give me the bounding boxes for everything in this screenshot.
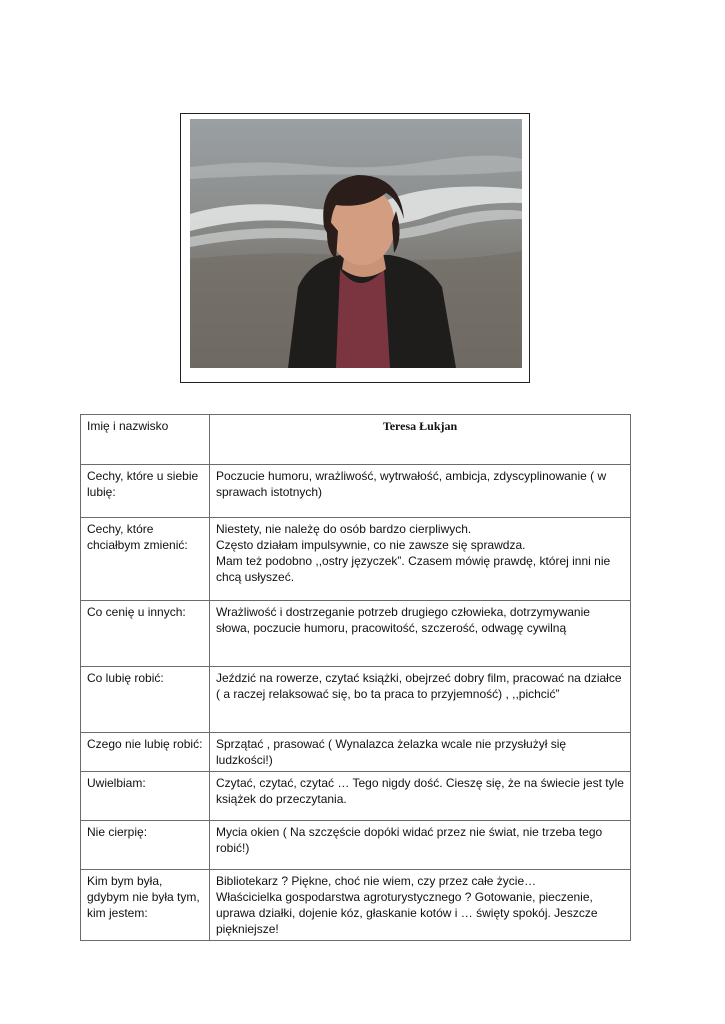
table-row xyxy=(81,821,631,870)
row-label: Cechy, które u siebie lubię: xyxy=(81,465,210,518)
row-label: Cechy, które chciałbym zmienić: xyxy=(81,518,210,601)
table-row xyxy=(81,415,631,465)
row-value: Niestety, nie należę do osób bardzo cierpliwych. Często działam impulsywnie, co nie zawsze się sprawdza. Mam też podobno ,,ostry języczek”. Czasem mówię prawdę, której inni nie chcą usłyszeć. xyxy=(210,518,631,601)
row-value: Czytać, czytać, czytać … Tego nigdy dość. Cieszę się, że na świecie jest tyle książek do przeczytania. xyxy=(210,772,631,821)
photo-frame xyxy=(180,113,530,383)
table-row xyxy=(81,667,631,733)
profile-table xyxy=(80,414,631,941)
table-row xyxy=(81,465,631,518)
row-label: Imię i nazwisko xyxy=(81,415,210,465)
row-value: Jeździć na rowerze, czytać książki, obejrzeć dobry film, pracować na działce ( a raczej relaksować się, bo ta praca to przyjemność) , ,,pichcić” xyxy=(210,667,631,733)
row-value: Mycia okien ( Na szczęście dopóki widać przez nie świat, nie trzeba tego robić!) xyxy=(210,821,631,870)
row-label: Uwielbiam: xyxy=(81,772,210,821)
row-value: Sprzątać , prasować ( Wynalazca żelazka wcale nie przysłużył się ludzkości!) xyxy=(210,733,631,772)
table-row xyxy=(81,870,631,941)
row-label: Kim bym była, gdybym nie była tym, kim jestem: xyxy=(81,870,210,941)
row-label: Nie cierpię: xyxy=(81,821,210,870)
person-name: Teresa Łukjan xyxy=(210,415,631,465)
table-row xyxy=(81,772,631,821)
row-value: Poczucie humoru, wrażliwość, wytrwałość, ambicja, zdyscyplinowanie ( w sprawach istotnych) xyxy=(210,465,631,518)
row-label: Co lubię robić: xyxy=(81,667,210,733)
table-row xyxy=(81,601,631,667)
table-row xyxy=(81,518,631,601)
row-value: Wrażliwość i dostrzeganie potrzeb drugiego człowieka, dotrzymywanie słowa, poczucie humoru, pracowitość, szczerość, odwagę cywilną xyxy=(210,601,631,667)
row-label: Czego nie lubię robić: xyxy=(81,733,210,772)
row-label: Co cenię u innych: xyxy=(81,601,210,667)
portrait-photo xyxy=(190,119,522,368)
row-value: Bibliotekarz ? Piękne, choć nie wiem, czy przez całe życie… Właścicielka gospodarstwa agroturystycznego ? Gotowanie, pieczenie, uprawa działki, dojenie kóz, głaskanie kotów i … święty spokój. Jeszcze piękniejsze! xyxy=(210,870,631,941)
table-row xyxy=(81,733,631,772)
